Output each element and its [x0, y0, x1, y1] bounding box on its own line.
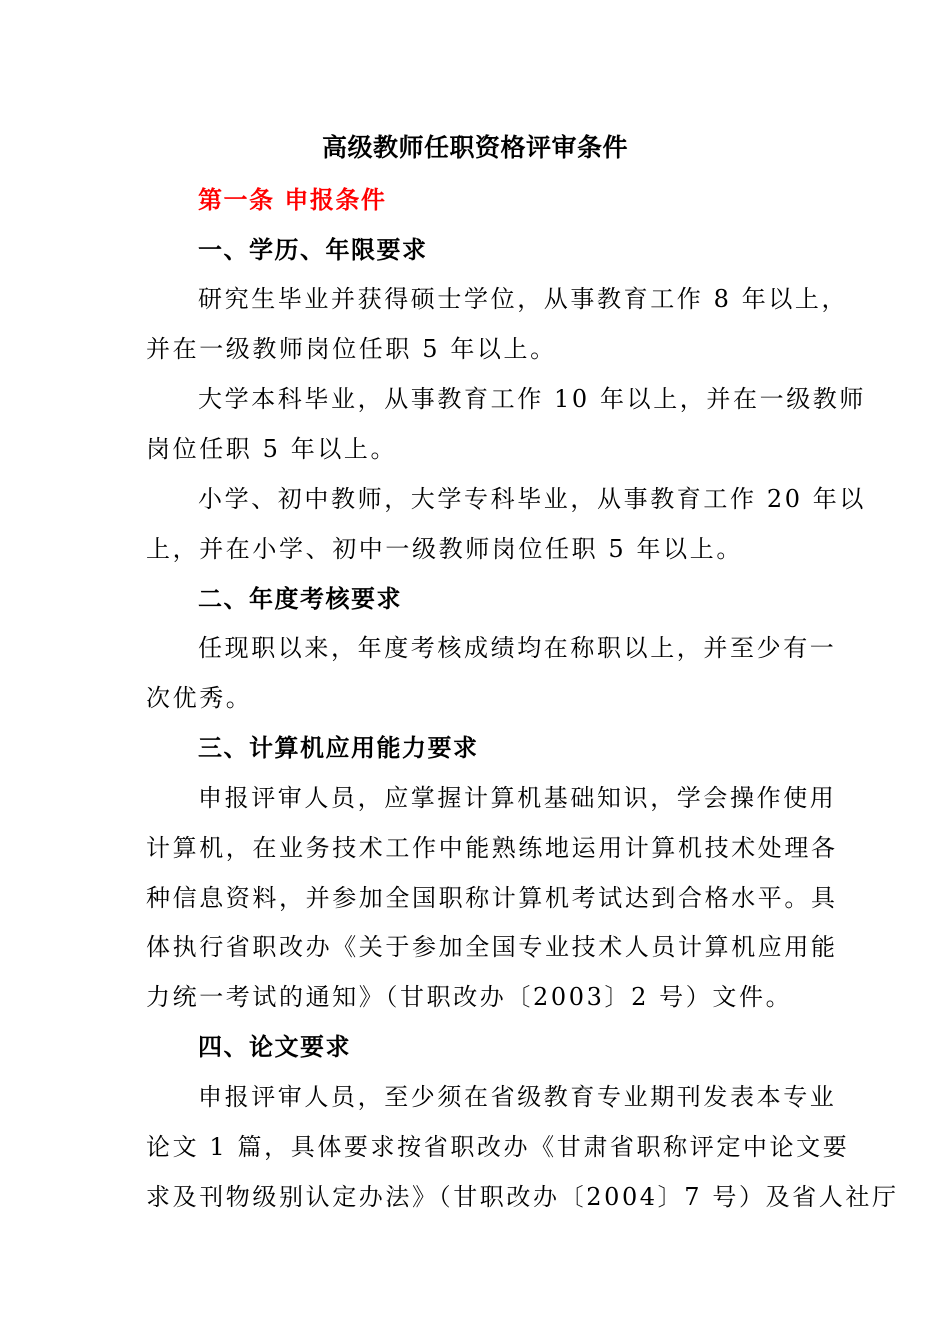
paragraph-line: 并在一级教师岗位任职 5 年以上。 [146, 335, 557, 363]
paragraph-line: 种信息资料，并参加全国职称计算机考试达到合格水平。具 [146, 884, 838, 912]
paragraph-line: 申报评审人员，至少须在省级教育专业期刊发表本专业 [198, 1083, 837, 1111]
paragraph-line: 申报评审人员，应掌握计算机基础知识，学会操作使用 [198, 784, 837, 812]
article-heading: 第一条 申报条件 [198, 186, 387, 214]
paragraph-line: 研究生毕业并获得硕士学位，从事教育工作 8 年以上， [198, 285, 849, 313]
paragraph-line: 论文 1 篇，具体要求按省职改办《甘肃省职称评定中论文要 [146, 1133, 850, 1161]
paragraph-line: 任现职以来，年度考核成绩均在称职以上，并至少有一 [198, 634, 837, 662]
paragraph-line: 次优秀。 [146, 684, 253, 712]
section-heading-thesis: 四、论文要求 [198, 1033, 351, 1061]
document-title: 高级教师任职资格评审条件 [321, 133, 628, 162]
paragraph-line: 上，并在小学、初中一级教师岗位任职 5 年以上。 [146, 535, 743, 563]
paragraph-line: 体执行省职改办《关于参加全国专业技术人员计算机应用能 [146, 933, 838, 961]
paragraph-line: 岗位任职 5 年以上。 [146, 435, 398, 463]
paragraph-line: 力统一考试的通知》（甘职改办〔2003〕2 号）文件。 [146, 983, 793, 1011]
paragraph-line: 计算机，在业务技术工作中能熟练地运用计算机技术处理各 [146, 834, 838, 862]
paragraph-line: 大学本科毕业，从事教育工作 10 年以上，并在一级教师 [198, 385, 866, 413]
section-heading-education: 一、学历、年限要求 [198, 236, 428, 264]
section-heading-appraisal: 二、年度考核要求 [198, 585, 402, 613]
section-heading-computer: 三、计算机应用能力要求 [198, 734, 479, 762]
paragraph-line: 小学、初中教师，大学专科毕业，从事教育工作 20 年以 [198, 485, 866, 513]
paragraph-line: 求及刊物级别认定办法》（甘职改办〔2004〕7 号）及省人社厅 [146, 1183, 899, 1211]
